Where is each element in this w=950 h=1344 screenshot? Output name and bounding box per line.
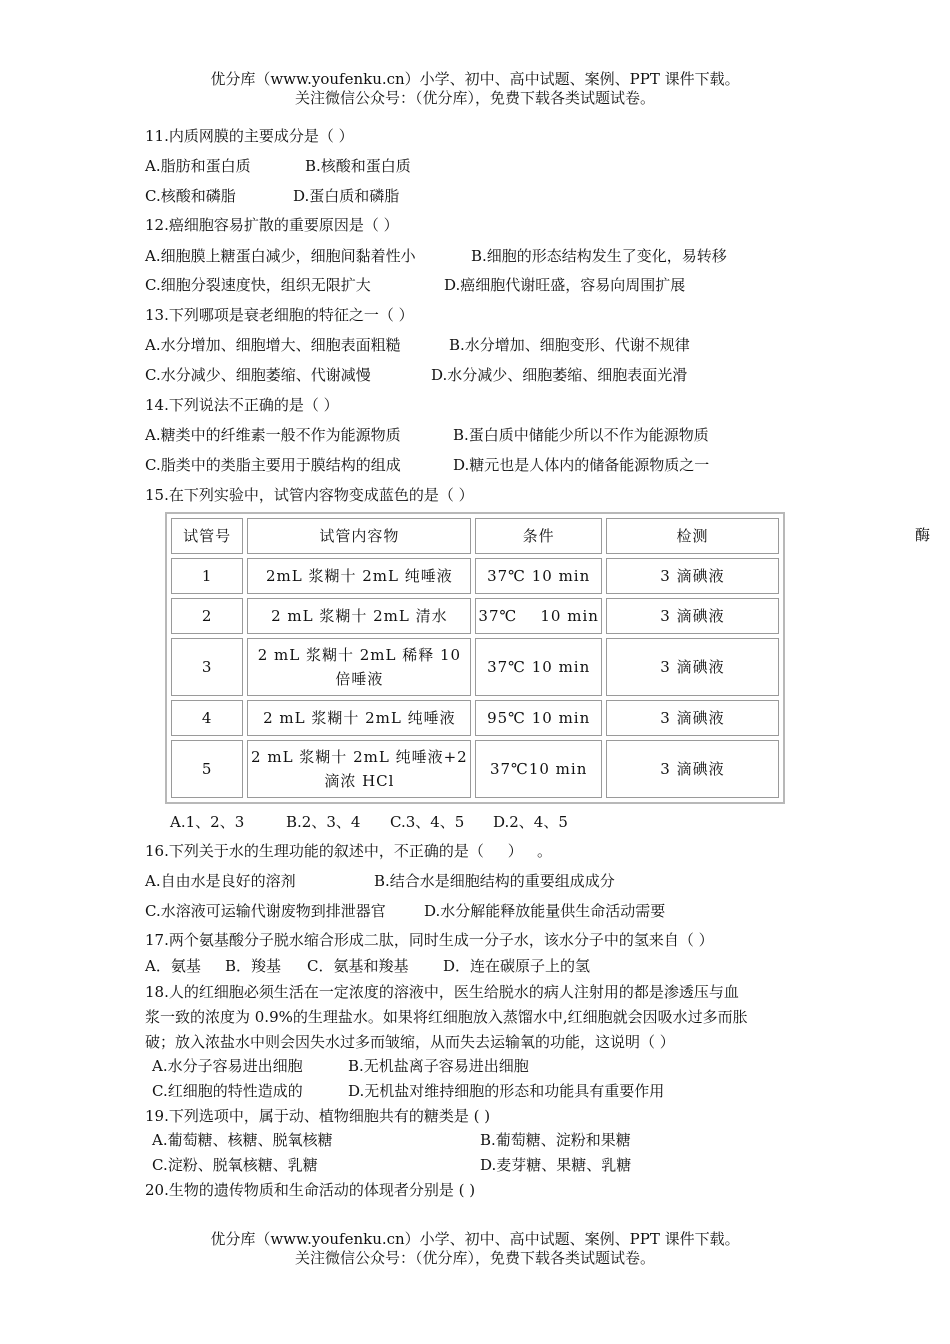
table-row [171, 638, 779, 696]
q12-options-row1 [145, 246, 727, 266]
table-row [171, 700, 779, 736]
q13-option-b: B.水分增加、细胞变形、代谢不规律 [449, 336, 690, 354]
tube-content: 2 mL 浆糊十 2mL 纯唾液+2 滴浓 HCl [247, 740, 471, 798]
q18-option-b: B.无机盐离子容易进出细胞 [348, 1057, 529, 1075]
q15-option-c: C.3、4、5 [390, 813, 465, 831]
q17-option-c: C．氨基和羧基 [307, 957, 409, 975]
q13-option-d: D.水分减少、细胞萎缩、细胞表面光滑 [431, 366, 688, 384]
header-line-2: 关注微信公众号：（优分库），免费下载各类试题试卷。 [294, 89, 655, 107]
q14-option-d: D.糖元也是人体内的储备能源物质之一 [453, 456, 710, 474]
q15-option-a: A.1、2、3 [170, 813, 245, 831]
q14-option-b: B.蛋白质中储能少所以不作为能源物质 [453, 426, 709, 444]
q17-options [145, 956, 590, 976]
q16-option-a: A.自由水是良好的溶剂 [145, 872, 296, 890]
q15-side-char: 酶 [915, 526, 931, 544]
table-header-row [171, 518, 779, 554]
header-line-1: 优分库（www.youfenku.cn）小学、初中、高中试题、案例、PPT 课件下载。 [210, 70, 740, 88]
tube-number: 4 [171, 700, 243, 736]
q13-option-a: A.水分增加、细胞增大、细胞表面粗糙 [145, 336, 401, 354]
q19-option-a: A.葡萄糖、核糖、脱氧核糖 [152, 1131, 333, 1149]
tube-test: 3 滴碘液 [606, 638, 779, 696]
page-header [0, 70, 950, 108]
tube-number: 1 [171, 558, 243, 594]
tube-number: 2 [171, 598, 243, 634]
q19-options-row1 [152, 1130, 631, 1150]
q12-options-row2 [145, 275, 685, 295]
tube-number: 5 [171, 740, 243, 798]
q18-stem-line1: 18.人的红细胞必须生活在一定浓度的溶液中，医生给脱水的病人注射用的都是渗透压与血 [145, 983, 739, 1001]
q14-options-row2 [145, 455, 709, 475]
q19-option-c: C.淀粉、脱氧核糖、乳糖 [152, 1156, 318, 1174]
q11-option-c: C.核酸和磷脂 [145, 187, 236, 205]
q16-options-row1 [145, 871, 615, 891]
q18-option-a: A.水分子容易进出细胞 [152, 1057, 303, 1075]
tube-condition: 37℃ 10 min [475, 558, 601, 594]
tube-condition: 37℃10 min [475, 740, 601, 798]
table-row [171, 740, 779, 798]
q16-option-d: D.水分解能释放能量供生命活动需要 [424, 902, 666, 920]
q12-option-d: D.癌细胞代谢旺盛，容易向周围扩展 [444, 276, 686, 294]
table-row [171, 558, 779, 594]
header-cell-tube: 试管号 [171, 518, 243, 554]
q18-option-d: D.无机盐对维持细胞的形态和功能具有重要作用 [348, 1082, 665, 1100]
q15-option-b: B.2、3、4 [286, 813, 361, 831]
tube-test: 3 滴碘液 [606, 740, 779, 798]
q18-option-c: C.红细胞的特性造成的 [152, 1082, 303, 1100]
table-row [171, 598, 779, 634]
header-cell-content: 试管内容物 [247, 518, 471, 554]
tube-content: 2 mL 浆糊十 2mL 纯唾液 [247, 700, 471, 736]
q14-stem: 14.下列说法不正确的是（ ） [145, 396, 339, 414]
q17-option-a: A．氨基 [145, 957, 201, 975]
q16-options-row2 [145, 901, 665, 921]
q13-options-row1 [145, 335, 690, 355]
q16-option-c: C.水溶液可运输代谢废物到排泄器官 [145, 902, 386, 920]
q15-stem: 15.在下列实验中，试管内容物变成蓝色的是（ ） [145, 486, 474, 504]
tube-content: 2mL 浆糊十 2mL 纯唾液 [247, 558, 471, 594]
q11-option-b: B.核酸和蛋白质 [305, 157, 411, 175]
tube-test: 3 滴碘液 [606, 598, 779, 634]
tube-test: 3 滴碘液 [606, 558, 779, 594]
q19-options-row2 [152, 1155, 631, 1175]
q18-options-row2 [152, 1081, 664, 1101]
tube-content: 2 mL 浆糊十 2mL 稀释 10 倍唾液 [247, 638, 471, 696]
header-cell-test: 检测 [606, 518, 779, 554]
q14-option-a: A.糖类中的纤维素一般不作为能源物质 [145, 426, 401, 444]
q17-option-d: D．连在碳原子上的氢 [443, 957, 591, 975]
q16-option-b: B.结合水是细胞结构的重要组成成分 [374, 872, 615, 890]
q13-options-row2 [145, 365, 687, 385]
tube-test: 3 滴碘液 [606, 700, 779, 736]
tube-number: 3 [171, 638, 243, 696]
experiment-table [165, 512, 785, 804]
q16-stem: 16.下列关于水的生理功能的叙述中，不正确的是（ ） 。 [145, 842, 553, 860]
q13-stem: 13.下列哪项是衰老细胞的特征之一（ ） [145, 306, 414, 324]
q13-option-c: C.水分减少、细胞萎缩、代谢减慢 [145, 366, 371, 384]
q11-options-row1 [145, 156, 411, 176]
q12-stem: 12.癌细胞容易扩散的重要原因是（ ） [145, 216, 399, 234]
q12-option-a: A.细胞膜上糖蛋白减少，细胞间黏着性小 [145, 247, 416, 265]
q15-options [170, 812, 568, 832]
q17-option-b: B．羧基 [225, 957, 282, 975]
q18-stem-line3: 破；放入浓盐水中则会因失水过多而皱缩，从而失去运输氧的功能，这说明（ ） [145, 1033, 675, 1051]
tube-content: 2 mL 浆糊十 2mL 清水 [247, 598, 471, 634]
q19-stem: 19.下列选项中，属于动、植物细胞共有的糖类是 ( ) [145, 1107, 491, 1125]
q12-option-b: B.细胞的形态结构发生了变化，易转移 [471, 247, 727, 265]
q11-stem: 11.内质网膜的主要成分是（ ） [145, 127, 354, 145]
q11-options-row2 [145, 186, 399, 206]
q14-option-c: C.脂类中的类脂主要用于膜结构的组成 [145, 456, 401, 474]
q18-options-row1 [152, 1056, 529, 1076]
q14-options-row1 [145, 425, 709, 445]
q11-option-d: D.蛋白质和磷脂 [293, 187, 400, 205]
header-cell-condition: 条件 [475, 518, 601, 554]
tube-condition: 37℃ 10 min [475, 638, 601, 696]
q17-stem: 17.两个氨基酸分子脱水缩合形成二肽，同时生成一分子水，该水分子中的氢来自（ ） [145, 931, 714, 949]
q12-option-c: C.细胞分裂速度快，组织无限扩大 [145, 276, 371, 294]
tube-condition: 95℃ 10 min [475, 700, 601, 736]
q11-option-a: A.脂肪和蛋白质 [145, 157, 251, 175]
q18-stem-line2: 浆一致的浓度为 0.9%的生理盐水。如果将红细胞放入蒸馏水中,红细胞就会因吸水过多而胀 [145, 1008, 748, 1026]
tube-condition: 37℃ 10 min [475, 598, 601, 634]
q20-stem: 20.生物的遗传物质和生命活动的体现者分别是 ( ) [145, 1181, 476, 1199]
footer-line-2: 关注微信公众号：（优分库），免费下载各类试题试卷。 [294, 1249, 655, 1267]
q19-option-d: D.麦芽糖、果糖、乳糖 [480, 1156, 632, 1174]
q19-option-b: B.葡萄糖、淀粉和果糖 [480, 1131, 631, 1149]
page-footer [0, 1230, 950, 1268]
q15-option-d: D.2、4、5 [493, 813, 568, 831]
footer-line-1: 优分库（www.youfenku.cn）小学、初中、高中试题、案例、PPT 课件下载。 [210, 1230, 740, 1248]
